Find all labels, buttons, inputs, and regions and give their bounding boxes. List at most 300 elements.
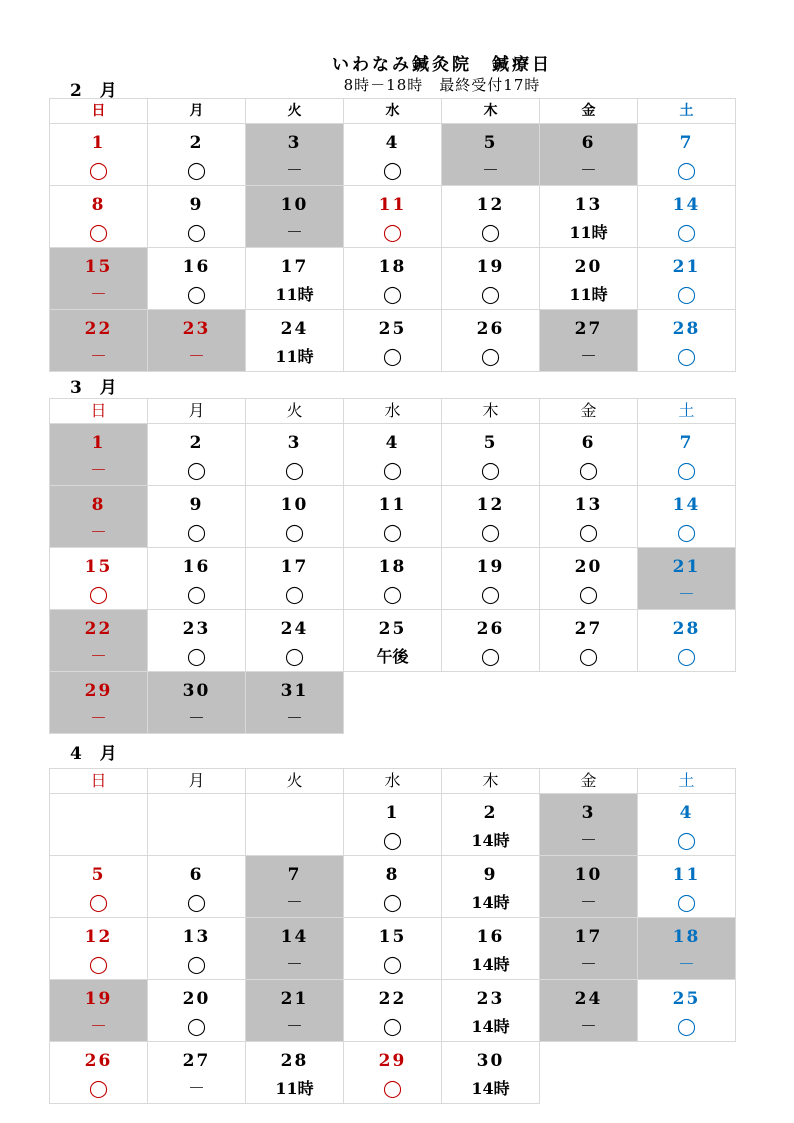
day-number: 27	[574, 619, 603, 639]
day-cell	[148, 794, 246, 856]
day-cell	[344, 310, 442, 372]
day-cell	[344, 124, 442, 186]
day-number: 11	[672, 865, 701, 885]
day-status: －	[286, 1017, 303, 1037]
day-number: 5	[483, 133, 498, 153]
day-status: ◯	[382, 893, 403, 913]
day-number: 29	[84, 681, 113, 701]
empty-cell	[540, 1042, 638, 1104]
weekday-header: 木	[442, 399, 540, 424]
day-number: 26	[476, 619, 505, 639]
day-cell	[246, 1042, 344, 1104]
day-status: ◯	[480, 585, 501, 605]
day-status: －	[90, 709, 107, 729]
day-cell	[246, 672, 344, 734]
day-cell	[442, 424, 540, 486]
day-status: ◯	[480, 523, 501, 543]
day-cell	[344, 856, 442, 918]
day-cell	[344, 248, 442, 310]
day-status: －	[286, 709, 303, 729]
day-cell	[148, 186, 246, 248]
month-label: 3 月	[70, 378, 123, 398]
day-status: －	[580, 831, 597, 851]
day-cell	[50, 424, 148, 486]
weekday-header: 月	[148, 99, 246, 124]
weekday-header: 土	[638, 399, 736, 424]
day-number: 10	[280, 495, 309, 515]
clinic-title: いわなみ鍼灸院 鍼療日	[332, 55, 552, 75]
day-cell	[344, 1042, 442, 1104]
day-status: ◯	[186, 893, 207, 913]
day-number: 21	[280, 989, 309, 1009]
day-cell	[638, 486, 736, 548]
day-cell	[246, 248, 344, 310]
day-cell	[148, 610, 246, 672]
day-status: －	[286, 161, 303, 181]
day-number: 24	[280, 619, 309, 639]
day-status: 14時	[471, 1079, 510, 1098]
day-status: －	[580, 161, 597, 181]
day-status: ◯	[480, 347, 501, 367]
day-status: ◯	[88, 585, 109, 605]
day-status: ◯	[88, 955, 109, 975]
day-status: ◯	[676, 1017, 697, 1037]
day-status: 14時	[471, 893, 510, 912]
empty-cell	[344, 672, 442, 734]
day-status: －	[482, 161, 499, 181]
day-number: 25	[378, 619, 407, 639]
day-cell	[344, 424, 442, 486]
day-number: 23	[182, 619, 211, 639]
day-number: 17	[574, 927, 603, 947]
day-cell	[540, 918, 638, 980]
day-number: 15	[84, 257, 113, 277]
day-number: 24	[280, 319, 309, 339]
day-status: 11時	[275, 285, 314, 304]
day-number: 6	[581, 433, 596, 453]
day-number: 31	[280, 681, 309, 701]
week-row	[50, 548, 736, 610]
day-status: －	[580, 955, 597, 975]
day-number: 10	[574, 865, 603, 885]
day-cell	[540, 794, 638, 856]
day-number: 8	[91, 495, 106, 515]
day-status: －	[678, 585, 695, 605]
day-number: 20	[574, 557, 603, 577]
week-row	[50, 794, 736, 856]
day-cell	[540, 310, 638, 372]
day-cell	[344, 980, 442, 1042]
day-status: ◯	[88, 223, 109, 243]
day-number: 21	[672, 257, 701, 277]
day-number: 8	[91, 195, 106, 215]
day-cell	[540, 856, 638, 918]
day-cell	[442, 486, 540, 548]
day-cell	[344, 918, 442, 980]
weekday-header: 木	[442, 99, 540, 124]
day-status	[246, 828, 343, 854]
day-number: 12	[476, 495, 505, 515]
day-cell	[540, 548, 638, 610]
day-cell	[50, 310, 148, 372]
weekday-header: 日	[50, 399, 148, 424]
day-status: ◯	[676, 223, 697, 243]
weekday-header: 土	[638, 99, 736, 124]
weekday-header: 日	[50, 769, 148, 794]
empty-cell	[540, 672, 638, 734]
day-number: 17	[280, 257, 309, 277]
day-number: 7	[679, 133, 694, 153]
month-label: 4 月	[70, 744, 123, 764]
day-number: 19	[476, 557, 505, 577]
day-status: 11時	[569, 285, 608, 304]
day-number: 3	[287, 133, 302, 153]
day-number: 18	[378, 557, 407, 577]
day-number: 15	[378, 927, 407, 947]
day-number: 5	[483, 433, 498, 453]
day-number: 25	[378, 319, 407, 339]
week-row	[50, 486, 736, 548]
empty-cell	[638, 672, 736, 734]
day-number: 16	[182, 257, 211, 277]
day-cell	[246, 610, 344, 672]
day-status	[148, 828, 245, 854]
weekday-header: 水	[344, 399, 442, 424]
day-cell	[540, 486, 638, 548]
day-cell	[246, 310, 344, 372]
day-cell	[638, 610, 736, 672]
day-status: 11時	[569, 223, 608, 242]
day-number: 2	[189, 433, 204, 453]
day-cell	[442, 124, 540, 186]
day-number	[246, 800, 343, 826]
weekday-header: 金	[540, 99, 638, 124]
empty-cell	[442, 672, 540, 734]
day-cell	[148, 548, 246, 610]
week-row	[50, 672, 736, 734]
day-cell	[148, 1042, 246, 1104]
day-status: 午後	[376, 647, 409, 666]
day-number: 28	[280, 1051, 309, 1071]
week-row	[50, 980, 736, 1042]
week-row	[50, 856, 736, 918]
weekday-header: 金	[540, 769, 638, 794]
day-number: 22	[378, 989, 407, 1009]
day-cell	[50, 980, 148, 1042]
day-cell	[638, 310, 736, 372]
day-status: －	[90, 461, 107, 481]
day-status: ◯	[382, 1079, 403, 1099]
day-status: ◯	[186, 161, 207, 181]
day-number: 10	[280, 195, 309, 215]
day-number: 11	[378, 495, 407, 515]
day-cell	[442, 980, 540, 1042]
day-number: 9	[189, 195, 204, 215]
day-cell	[540, 186, 638, 248]
day-number: 14	[672, 195, 701, 215]
day-number: 30	[476, 1051, 505, 1071]
day-number: 14	[672, 495, 701, 515]
day-status: ◯	[676, 647, 697, 667]
day-status: ◯	[480, 285, 501, 305]
weekday-header: 水	[344, 99, 442, 124]
month-calendar-table	[49, 98, 736, 372]
day-number: 26	[84, 1051, 113, 1071]
day-status: ◯	[676, 347, 697, 367]
day-cell	[246, 918, 344, 980]
day-cell	[50, 918, 148, 980]
day-status: －	[90, 523, 107, 543]
day-status: 14時	[471, 955, 510, 974]
day-cell	[148, 672, 246, 734]
day-cell	[148, 248, 246, 310]
day-cell	[540, 424, 638, 486]
day-cell	[148, 856, 246, 918]
day-cell	[442, 186, 540, 248]
day-status: ◯	[480, 461, 501, 481]
day-number: 16	[476, 927, 505, 947]
day-status: ◯	[186, 955, 207, 975]
month-calendar-table	[49, 768, 736, 1104]
day-status: ◯	[676, 523, 697, 543]
day-number: 26	[476, 319, 505, 339]
day-status: ◯	[480, 223, 501, 243]
day-number: 18	[378, 257, 407, 277]
day-cell	[50, 186, 148, 248]
month-calendar-table	[49, 398, 736, 734]
day-number: 22	[84, 619, 113, 639]
day-status: ◯	[284, 647, 305, 667]
day-number: 1	[91, 433, 106, 453]
day-cell	[638, 424, 736, 486]
day-number: 13	[182, 927, 211, 947]
day-status: ◯	[88, 1079, 109, 1099]
day-number: 3	[581, 803, 596, 823]
day-number: 20	[182, 989, 211, 1009]
day-status: －	[90, 347, 107, 367]
day-number: 2	[189, 133, 204, 153]
day-cell	[344, 186, 442, 248]
day-number: 17	[280, 557, 309, 577]
day-number: 5	[91, 865, 106, 885]
day-status: ◯	[284, 461, 305, 481]
day-cell	[442, 856, 540, 918]
day-status: ◯	[284, 585, 305, 605]
empty-cell	[638, 1042, 736, 1104]
day-status	[50, 828, 147, 854]
day-number: 7	[287, 865, 302, 885]
day-number: 29	[378, 1051, 407, 1071]
day-cell	[638, 248, 736, 310]
day-cell	[638, 794, 736, 856]
day-status: ◯	[676, 831, 697, 851]
week-row	[50, 310, 736, 372]
day-cell	[344, 548, 442, 610]
day-status: －	[678, 955, 695, 975]
weekday-header: 火	[246, 399, 344, 424]
hours-subtitle: 8時－18時 最終受付17時	[343, 76, 541, 94]
week-row	[50, 124, 736, 186]
day-cell	[540, 248, 638, 310]
weekday-header: 月	[148, 399, 246, 424]
weekday-header: 木	[442, 769, 540, 794]
day-number	[50, 800, 147, 826]
day-status: －	[90, 647, 107, 667]
day-status: －	[90, 1017, 107, 1037]
day-status: ◯	[186, 223, 207, 243]
day-number: 28	[672, 319, 701, 339]
day-status: ◯	[676, 893, 697, 913]
day-status: ◯	[284, 523, 305, 543]
week-row	[50, 424, 736, 486]
day-cell	[638, 186, 736, 248]
week-row	[50, 248, 736, 310]
day-cell	[540, 980, 638, 1042]
weekday-header: 日	[50, 99, 148, 124]
day-number: 23	[182, 319, 211, 339]
weekday-header: 月	[148, 769, 246, 794]
day-cell	[442, 1042, 540, 1104]
day-number: 8	[385, 865, 400, 885]
day-cell	[442, 610, 540, 672]
day-number: 24	[574, 989, 603, 1009]
day-status: ◯	[578, 461, 599, 481]
day-cell	[246, 186, 344, 248]
day-number: 19	[476, 257, 505, 277]
day-cell	[246, 980, 344, 1042]
day-status: ◯	[676, 161, 697, 181]
day-number: 1	[91, 133, 106, 153]
day-number: 14	[280, 927, 309, 947]
weekday-header-row	[50, 769, 736, 794]
day-status: －	[580, 1017, 597, 1037]
day-status: 14時	[471, 831, 510, 850]
day-status: ◯	[480, 647, 501, 667]
day-number: 6	[189, 865, 204, 885]
weekday-header-row	[50, 99, 736, 124]
weekday-header: 土	[638, 769, 736, 794]
day-cell	[50, 672, 148, 734]
day-number: 11	[378, 195, 407, 215]
day-status: －	[188, 347, 205, 367]
day-cell	[148, 486, 246, 548]
day-number: 19	[84, 989, 113, 1009]
day-cell	[148, 424, 246, 486]
day-status: －	[286, 955, 303, 975]
day-status: ◯	[382, 223, 403, 243]
day-status: ◯	[186, 461, 207, 481]
day-number: 16	[182, 557, 211, 577]
day-number: 4	[385, 433, 400, 453]
day-status: －	[90, 285, 107, 305]
day-cell	[638, 124, 736, 186]
day-status: ◯	[186, 1017, 207, 1037]
day-status: ◯	[382, 523, 403, 543]
day-cell	[344, 610, 442, 672]
day-cell	[50, 248, 148, 310]
day-cell	[50, 794, 148, 856]
week-row	[50, 918, 736, 980]
day-cell	[148, 310, 246, 372]
day-status: －	[286, 893, 303, 913]
day-cell	[148, 980, 246, 1042]
day-cell	[246, 548, 344, 610]
day-cell	[344, 794, 442, 856]
day-number: 18	[672, 927, 701, 947]
day-status: ◯	[578, 647, 599, 667]
day-cell	[50, 486, 148, 548]
day-status: 11時	[275, 347, 314, 366]
day-status: ◯	[382, 831, 403, 851]
day-number: 22	[84, 319, 113, 339]
weekday-header: 水	[344, 769, 442, 794]
weekday-header-row	[50, 399, 736, 424]
day-number: 4	[385, 133, 400, 153]
day-status: ◯	[186, 285, 207, 305]
day-status: －	[580, 347, 597, 367]
day-number: 20	[574, 257, 603, 277]
day-number: 30	[182, 681, 211, 701]
day-cell	[50, 856, 148, 918]
day-cell	[148, 918, 246, 980]
day-cell	[246, 486, 344, 548]
day-number: 6	[581, 133, 596, 153]
day-status: ◯	[382, 161, 403, 181]
week-row	[50, 1042, 736, 1104]
day-number: 27	[574, 319, 603, 339]
day-cell	[246, 124, 344, 186]
day-status: ◯	[382, 285, 403, 305]
day-cell	[638, 856, 736, 918]
month-label: 2 月	[70, 81, 123, 101]
day-status: ◯	[382, 955, 403, 975]
day-number: 12	[84, 927, 113, 947]
weekday-header: 金	[540, 399, 638, 424]
day-number: 4	[679, 803, 694, 823]
day-cell	[344, 486, 442, 548]
day-number: 9	[483, 865, 498, 885]
day-status: ◯	[382, 585, 403, 605]
day-number: 3	[287, 433, 302, 453]
day-status: ◯	[186, 523, 207, 543]
day-status: 11時	[275, 1079, 314, 1098]
day-cell	[540, 610, 638, 672]
day-number: 25	[672, 989, 701, 1009]
day-cell	[50, 1042, 148, 1104]
day-status: －	[188, 709, 205, 729]
day-status: ◯	[676, 285, 697, 305]
day-number	[148, 800, 245, 826]
day-status: －	[580, 893, 597, 913]
day-number: 27	[182, 1051, 211, 1071]
weekday-header: 火	[246, 99, 344, 124]
day-status: 14時	[471, 1017, 510, 1036]
day-number: 13	[574, 195, 603, 215]
day-status: －	[286, 223, 303, 243]
day-cell	[50, 610, 148, 672]
day-status: ◯	[88, 893, 109, 913]
day-cell	[246, 794, 344, 856]
day-number: 13	[574, 495, 603, 515]
day-cell	[442, 310, 540, 372]
day-cell	[638, 980, 736, 1042]
day-cell	[638, 918, 736, 980]
day-cell	[540, 124, 638, 186]
day-cell	[50, 548, 148, 610]
day-number: 9	[189, 495, 204, 515]
day-number: 2	[483, 803, 498, 823]
day-cell	[50, 124, 148, 186]
